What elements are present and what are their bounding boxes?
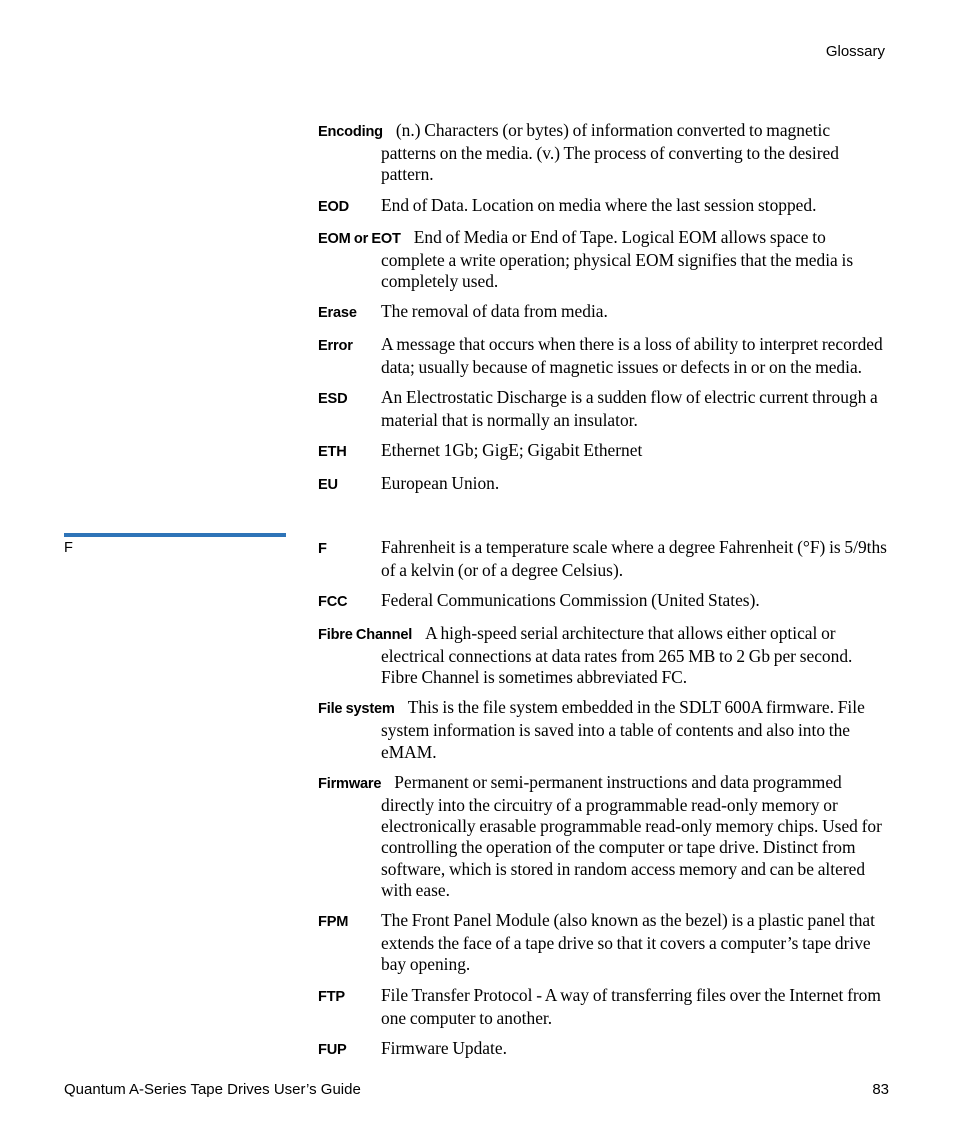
glossary-entry xyxy=(318,1038,888,1061)
glossary-definition: End of Data. Location on media where the last session stopped. xyxy=(381,194,817,215)
glossary-entry xyxy=(318,772,888,901)
glossary-entry xyxy=(318,334,888,378)
glossary-definition: (n.) Characters (or bytes) of information converted to magnetic patterns on the media. (v.) The process of converting to the desired pattern. xyxy=(381,120,839,185)
section-letter-heading: F xyxy=(64,540,73,556)
glossary-definition: Firmware Update. xyxy=(381,1038,507,1059)
glossary-definition: File Transfer Protocol - A way of transferring files over the Internet from one computer to another. xyxy=(381,984,881,1028)
glossary-term: ETH xyxy=(318,444,347,461)
glossary-definition: Fahrenheit is a temperature scale where a degree Fahrenheit (°F) is 5/9ths of a kelvin (or of a degree Celsius). xyxy=(381,537,887,581)
glossary-term: Encoding xyxy=(318,124,383,140)
glossary-section-f xyxy=(318,537,888,1070)
section-divider-rule xyxy=(64,533,286,537)
glossary-definition: An Electrostatic Discharge is a sudden flow of electric current through a material that is normally an insulator. xyxy=(381,387,878,431)
glossary-term: FCC xyxy=(318,594,348,611)
glossary-definition: The removal of data from media. xyxy=(381,301,608,322)
footer-page-number: 83 xyxy=(872,1081,889,1098)
glossary-term: EOM or EOT xyxy=(318,230,401,247)
glossary-term: EOD xyxy=(318,198,350,215)
glossary-entry xyxy=(318,623,888,689)
glossary-term: File system xyxy=(318,701,395,718)
glossary-term: F xyxy=(318,541,327,557)
glossary-term: Firmware xyxy=(318,775,382,792)
glossary-definition: Ethernet 1Gb; GigE; Gigabit Ethernet xyxy=(381,440,643,461)
glossary-term: FUP xyxy=(318,1042,347,1059)
glossary-entry xyxy=(318,590,888,613)
glossary-entry xyxy=(318,985,888,1029)
glossary-entry xyxy=(318,387,888,431)
glossary-entry xyxy=(318,301,888,324)
glossary-entry xyxy=(318,697,888,763)
footer-document-title: Quantum A-Series Tape Drives User’s Guide xyxy=(64,1081,361,1098)
glossary-entry xyxy=(318,473,888,496)
glossary-term: Error xyxy=(318,337,353,354)
glossary-definition: A high-speed serial architecture that allows either optical or electrical connections at data rates from 265 MB to 2 Gb per second. Fibre Channel is sometimes abbreviated FC. xyxy=(381,622,853,688)
running-header-section: Glossary xyxy=(825,43,885,60)
glossary-definition: Permanent or semi-permanent instructions and data programmed directly into the circuitry of a programmable read-only memory or electronically erasable programmable read-only memory chips. Used for controlling the operation of the computer or tape drive. Distinct from software, which is stored in random access memory and can be altered with ease. xyxy=(381,771,882,900)
glossary-definition: The Front Panel Module (also known as the bezel) is a plastic panel that extends the face of a tape drive so that it covers a computer’s tape drive bay opening. xyxy=(381,910,875,975)
glossary-term: Erase xyxy=(318,305,357,322)
glossary-term: EU xyxy=(318,476,338,493)
glossary-term: Fibre Channel xyxy=(318,626,413,643)
glossary-definition: European Union. xyxy=(381,472,500,493)
glossary-definition: This is the file system embedded in the SDLT 600A firmware. File system information is saved into a table of contents and also into the eMAM. xyxy=(381,697,865,762)
glossary-entry xyxy=(318,440,888,463)
glossary-section-e xyxy=(318,120,888,505)
glossary-term: FTP xyxy=(318,988,345,1005)
glossary-entry xyxy=(318,910,888,976)
glossary-entry xyxy=(318,120,888,186)
glossary-definition: End of Media or End of Tape. Logical EOM allows space to complete a write operation; physical EOM signifies that the media is completely used. xyxy=(381,226,854,292)
glossary-definition: Federal Communications Commission (United States). xyxy=(381,590,760,611)
glossary-entry xyxy=(318,195,888,218)
glossary-term: ESD xyxy=(318,391,348,408)
glossary-definition: A message that occurs when there is a loss of ability to interpret recorded data; usually because of magnetic issues or defects in or on the media. xyxy=(381,333,883,377)
glossary-entry xyxy=(318,537,888,581)
glossary-entry xyxy=(318,227,888,293)
glossary-term: FPM xyxy=(318,914,349,931)
